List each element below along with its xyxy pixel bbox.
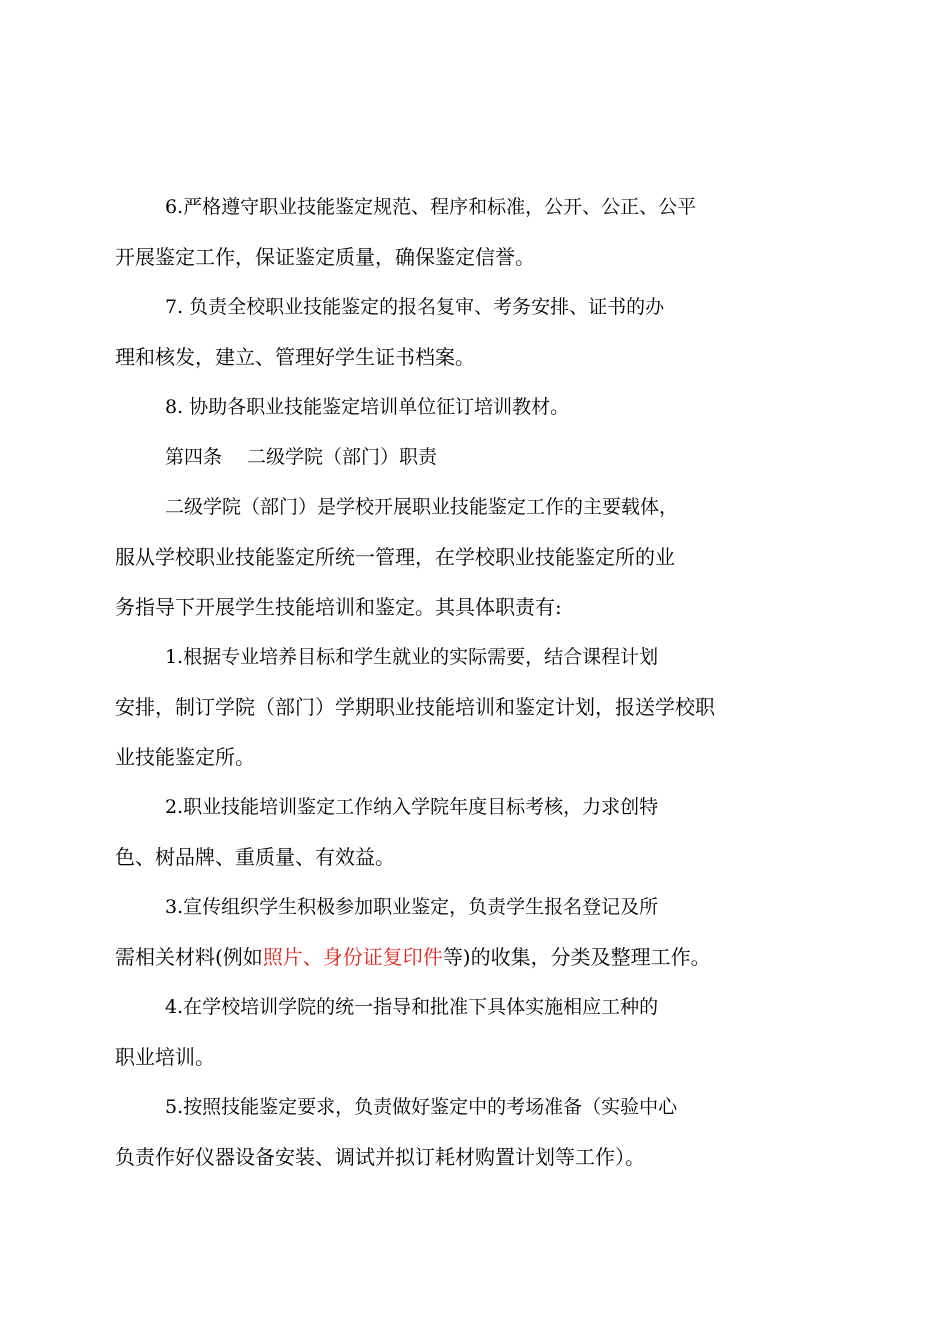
duty-1-line-1: 1.根据专业培养目标和学生就业的实际需要，结合课程计划	[165, 646, 659, 668]
duty-5-line-2: 负责作好仪器设备安装、调试并拟订耗材购置计划等工作）。	[115, 1145, 645, 1169]
paragraph-item-7-line-1: 7. 负责全校职业技能鉴定的报名复审、考务安排、证书的办	[165, 296, 665, 318]
duty-2-line-1: 2.职业技能培训鉴定工作纳入学院年度目标考核，力求创特	[165, 796, 659, 818]
duty-3-text-before: 需相关材料(例如	[115, 945, 263, 969]
duty-3-line-1: 3.宣传组织学生积极参加职业鉴定，负责学生报名登记及所	[165, 896, 659, 918]
intro-paragraph-line-3: 务指导下开展学生技能培训和鉴定。其具体职责有:	[115, 595, 562, 619]
intro-paragraph-line-2: 服从学校职业技能鉴定所统一管理，在学校职业技能鉴定所的业	[115, 545, 675, 569]
duty-3-line-2	[0, 937, 950, 977]
duty-2-line-2: 色、树品牌、重质量、有效益。	[115, 845, 395, 869]
highlighted-text: 照片、身份证复印件	[262, 945, 443, 969]
paragraph-item-6-line-2: 开展鉴定工作，保证鉴定质量，确保鉴定信誉。	[115, 245, 535, 269]
duty-5-line-1: 5.按照技能鉴定要求，负责做好鉴定中的考场准备（实验中心	[165, 1096, 678, 1118]
duty-4-line-2: 职业培训。	[115, 1045, 215, 1069]
paragraph-item-8: 8. 协助各职业技能鉴定培训单位征订培训教材。	[165, 396, 570, 418]
duty-3-text-after: 等)的收集，分类及整理工作。	[442, 945, 711, 969]
paragraph-item-7-line-2: 理和核发，建立、管理好学生证书档案。	[115, 345, 475, 369]
section-heading: 第四条 二级学院（部门）职责	[165, 446, 438, 468]
duty-1-line-2: 安排，制订学院（部门）学期职业技能培训和鉴定计划，报送学校职	[115, 695, 715, 719]
duty-4-line-1: 4.在学校培训学院的统一指导和批准下具体实施相应工种的	[165, 996, 659, 1018]
intro-paragraph-line-1: 二级学院（部门）是学校开展职业技能鉴定工作的主要载体，	[165, 496, 679, 518]
paragraph-item-6-line-1: 6.严格遵守职业技能鉴定规范、程序和标准，公开、公正、公平	[165, 196, 697, 218]
duty-1-line-3: 业技能鉴定所。	[115, 745, 255, 769]
